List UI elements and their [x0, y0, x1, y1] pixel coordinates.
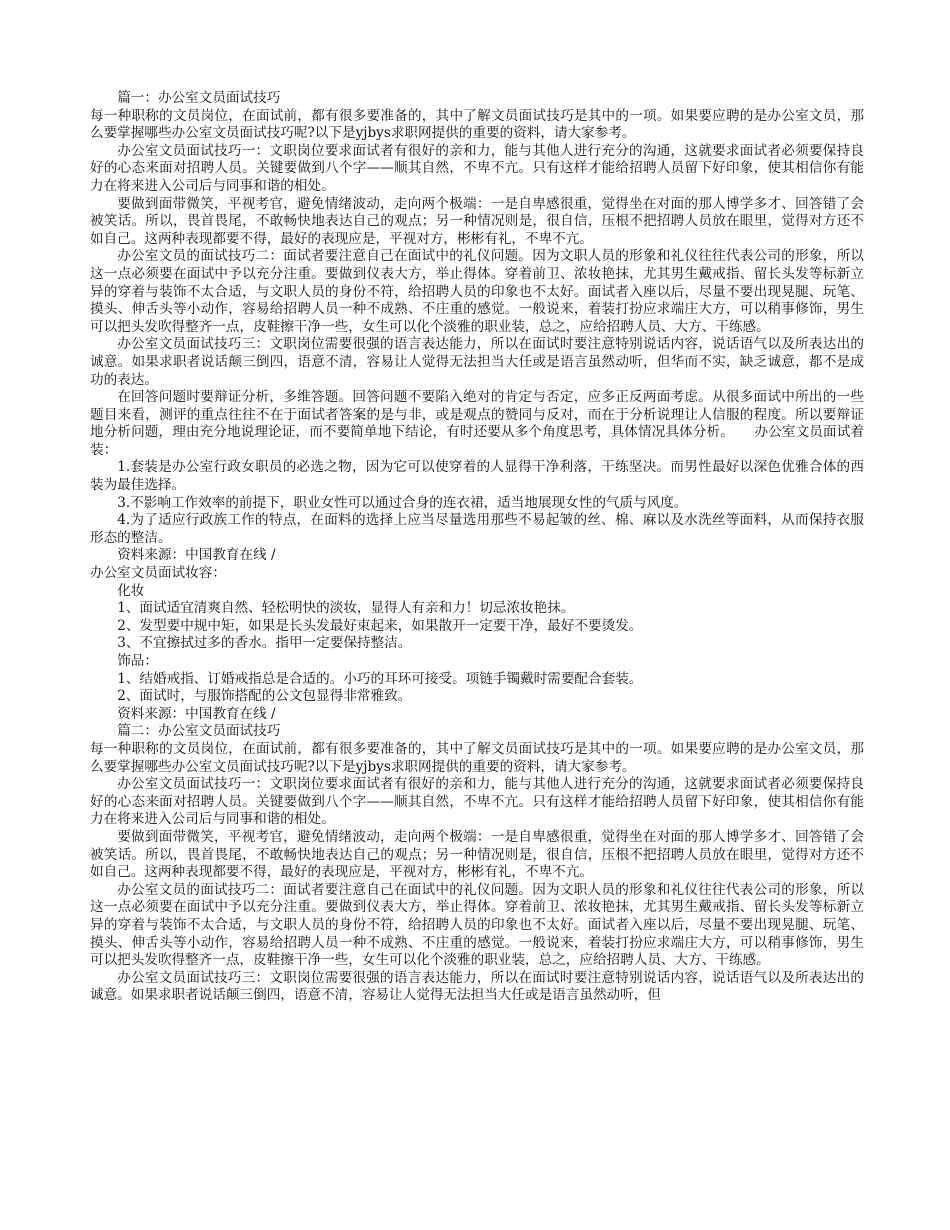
accessory-item-2: 2、面试时，与服饰搭配的公文包显得非常雅致。: [117, 688, 412, 705]
article1-tip3: 办公室文员面试技巧三：文职岗位需要很强的语言表达能力，所以在面试时要注意特别说话内容，说话语气以及所表达出的诚意。如果求职者说话颠三倒四，语意不清，容易让人觉得无法担当大任或是语言虽然动听，但华而不实，缺乏诚意，都不是成功的表达。: [90, 336, 864, 388]
article2-tip3: 办公室文员面试技巧三：文职岗位需要很强的语言表达能力，所以在面试时要注意特别说话内容，说话语气以及所表达出的诚意。如果求职者说话颠三倒四，语意不清，容易让人觉得无法担当大任或是语言虽然动听，但: [90, 969, 864, 1004]
article2-heading: 篇二：办公室文员面试技巧: [117, 723, 281, 740]
makeup-item-3: 3、不宜擦拭过多的香水。指甲一定要保持整洁。: [117, 635, 412, 652]
makeup-heading: 化妆: [117, 582, 145, 599]
article2-tip2: 办公室文员的面试技巧二：面试者要注意自己在面试中的礼仪问题。因为文职人员的形象和礼仪往往代表公司的形象，所以这一点必须要在面试中予以充分注重。要做到仪表大方，举止得体。穿着前卫、浓妆艳抹，尤其男生戴戒指、留长头发等标新立异的穿着与装饰不太合适，与文职人员的身份不符，给招聘人员的印象也不太好。面试者入座以后，尽量不要出现晃腿、玩笔、摸头、伸舌头等小动作，容易给招聘人员一种不成熟、不庄重的感觉。一般说来，着装打扮应求端庄大方，可以稍事修饰，男生可以把头发吹得整齐一点，皮鞋擦干净一些，女生可以化个淡雅的职业装，总之，应给招聘人员、大方、干练感。: [90, 881, 864, 969]
article1-tip2: 办公室文员的面试技巧二：面试者要注意自己在面试中的礼仪问题。因为文职人员的形象和礼仪往往代表公司的形象，所以这一点必须要在面试中予以充分注重。要做到仪表大方，举止得体。穿着前卫、浓妆艳抹，尤其男生戴戒指、留长头发等标新立异的穿着与装饰不太合适，与文职人员的身份不符，给招聘人员的印象也不太好。面试者入座以后，尽量不要出现晃腿、玩笔、摸头、伸舌头等小动作，容易给招聘人员一种不成熟、不庄重的感觉。一般说来，着装打扮应求端庄大方，可以稍事修饰，男生可以把头发吹得整齐一点，皮鞋擦干净一些，女生可以化个淡雅的职业装，总之，应给招聘人员、大方、干练感。: [90, 248, 864, 335]
article1-tip1-detail: 要做到面带微笑，平视考官，避免情绪波动，走向两个极端：一是自卑感很重，觉得坐在对面的那人博学多才、回答错了会被笑话。所以，畏首畏尾，不敢畅快地表达自己的观点；另一种情况则是，很自信，压根不把招聘人员放在眼里，觉得对方还不如自己。这两种表现都要不得，最好的表现应是，平视对方，彬彬有礼，不卑不亢。: [90, 195, 864, 247]
article2-tip1-detail: 要做到面带微笑，平视考官，避免情绪波动，走向两个极端：一是自卑感很重，觉得坐在对面的那人博学多才、回答错了会被笑话。所以，畏首畏尾，不敢畅快地表达自己的观点；另一种情况则是，很自信，压根不把招聘人员放在眼里，觉得对方还不如自己。这两种表现都要不得，最好的表现应是，平视对方，彬彬有礼，不卑不亢。: [90, 828, 864, 881]
dress-item-1: 1.套装是办公室行政女职员的必选之物，因为它可以使穿着的人显得干净利落，干练坚决。而男性最好以深色优雅合体的西装为最佳选择。: [90, 459, 864, 494]
article1-tip1: 办公室文员面试技巧一：文职岗位要求面试者有很好的亲和力，能与其他人进行充分的沟通，这就要求面试者必须要保持良好的心态来面对招聘人员。关键要做到八个字——顺其自然，不卑不亢。只有这样才能给招聘人员留下好印象，使其相信你有能力在将来进入公司后与同事和谐的相处。: [90, 142, 864, 194]
source-line-2: 资料来源：中国教育在线 /: [117, 705, 276, 722]
document-page: [90, 90, 864, 1005]
makeup-item-1: 1、面试适宜清爽自然、轻松明快的淡妆，显得人有亲和力！切忌浓妆艳抹。: [117, 600, 575, 617]
article1-heading: 篇一：办公室文员面试技巧: [117, 90, 281, 106]
article1-intro: 每一种职称的文员岗位，在面试前，都有很多要准备的，其中了解文员面试技巧是其中的一项。如果要应聘的是办公室文员，那么要掌握哪些办公室文员面试技巧呢?以下是yjbys求职网提供的重要的资料，请大家参考。: [90, 107, 864, 142]
dress-item-3: 3.不影响工作效率的前提下，职业女性可以通过合身的连衣裙，适当地展现女性的气质与风度。: [117, 494, 688, 511]
source-line-1: 资料来源：中国教育在线 /: [117, 547, 276, 564]
article1-tip3-detail: 在回答问题时要辩证分析，多维答题。回答问题不要陷入绝对的肯定与否定，应多正反两面考虑。从很多面试中所出的一些题目来看，测评的重点往往不在于面试者答案的是与非，或是观点的赞同与反对，而在于分析说理让人信服的程度。所以要辩证地分析问题，理由充分地说理论证，而不要简单地下结论，有时还要从多个角度思考，具体情况具体分析。 办公室文员面试着装：: [90, 389, 864, 458]
accessory-heading: 饰品：: [117, 653, 158, 669]
accessory-item-1: 1、结婚戒指、订婚戒指总是合适的。小巧的耳环可接受。项链手镯戴时需要配合套装。: [117, 670, 643, 687]
article2-tip1: 办公室文员面试技巧一：文职岗位要求面试者有很好的亲和力，能与其他人进行充分的沟通，这就要求面试者必须要保持良好的心态来面对招聘人员。关键要做到八个字——顺其自然，不卑不亢。只有这样才能给招聘人员留下好印象，使其相信你有能力在将来进入公司后与同事和谐的相处。: [90, 776, 864, 828]
dress-item-4: 4.为了适应行政族工作的特点，在面料的选择上应当尽量选用那些不易起皱的丝、棉、麻以及水洗丝等面料，从而保持衣服形态的整洁。: [90, 512, 864, 546]
makeup-section-title: 办公室文员面试妆容：: [90, 565, 226, 582]
makeup-item-2: 2、发型要中规中矩，如果是长头发最好束起来，如果散开一定要干净，最好不要烫发。: [117, 617, 643, 634]
article2-intro: 每一种职称的文员岗位，在面试前，都有很多要准备的，其中了解文员面试技巧是其中的一项。如果要应聘的是办公室文员，那么要掌握哪些办公室文员面试技巧呢?以下是yjbys求职网提供的重要的资料，请大家参考。: [90, 740, 864, 775]
